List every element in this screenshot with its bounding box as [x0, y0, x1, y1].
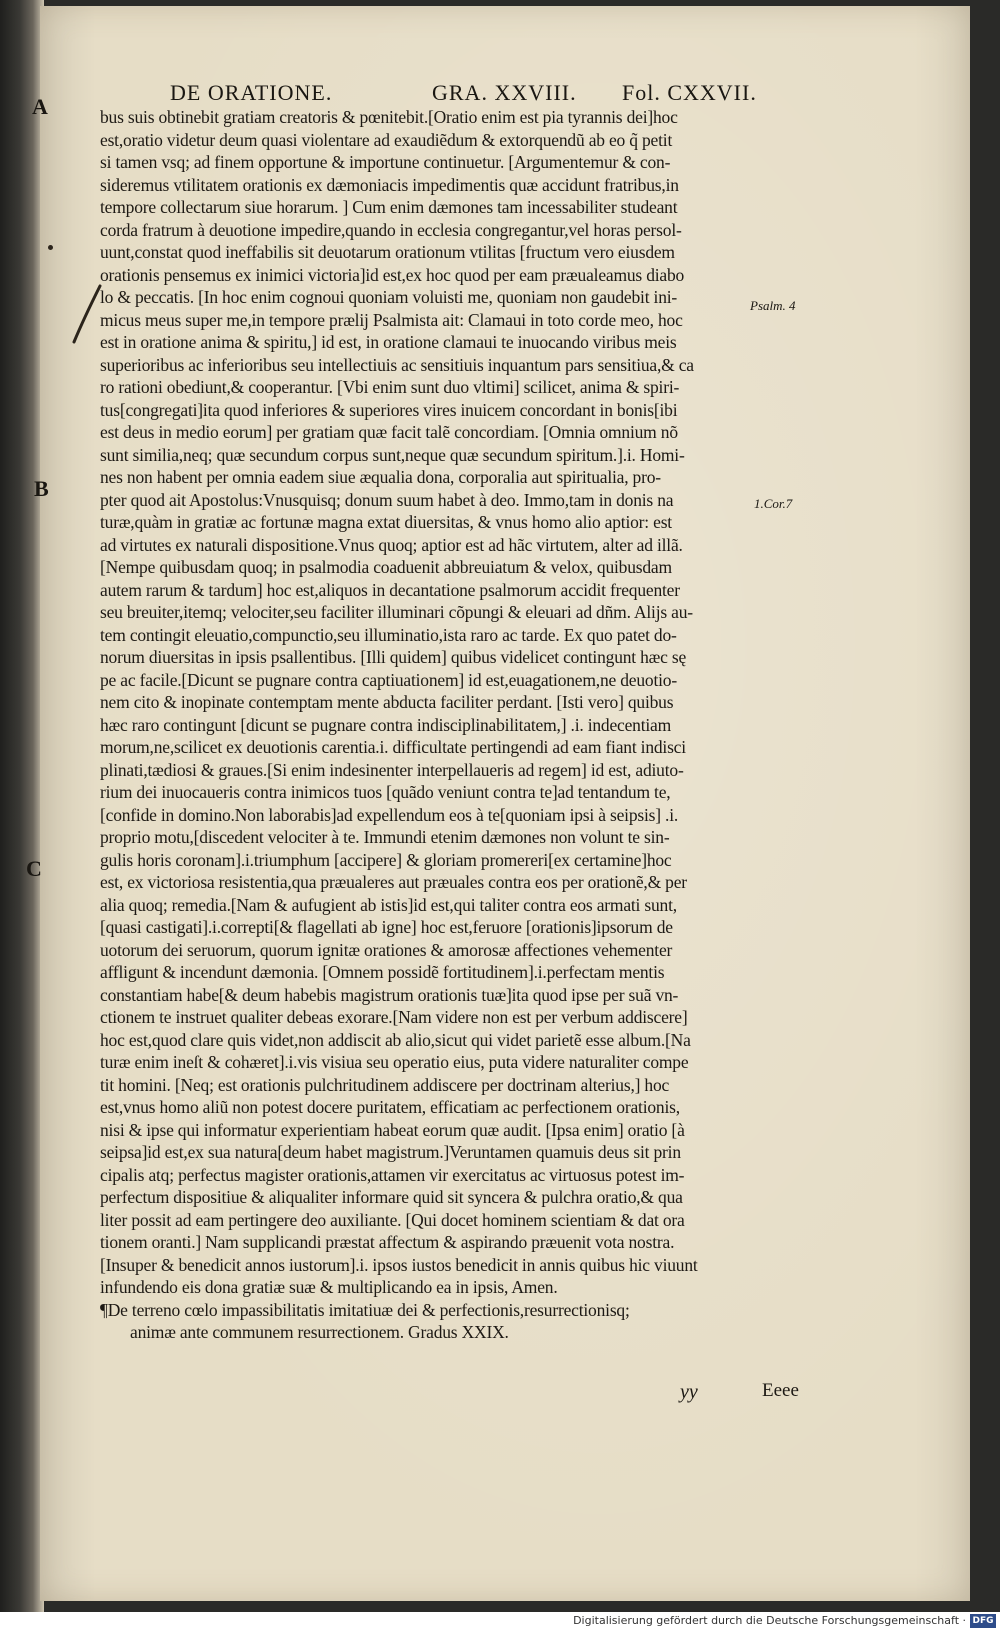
text-line: uunt,constat quod ineffabilis sit deuotarum orationum vtilitas [fructum vero eiusdem [100, 242, 675, 262]
text-line: micus meus super me,in tempore prælij Psalmista ait: Clamaui in toto corde meo, hoc [100, 309, 683, 330]
text-line: si tamen vsq; ad finem opportune & importune continuetur. [Argumentemur & con- [100, 152, 671, 172]
text-line: alia quoq; remedia.[Nam & aufugient ab istis]id est,qui taliter contra eos armati sunt, [100, 894, 677, 915]
quire-mark: yy [680, 1381, 698, 1403]
text-line: gulis horis coronam].i.triumphum [accipere] & gloriam promereri[ex certamine]hoc [100, 849, 672, 870]
text-line: nisi & ipse qui informatur experientiam habeat eorum quæ audit. [Ipsa enim] oratio [à [100, 1119, 685, 1140]
text-line: ¶De terreno cœlo impassibilitatis imitatiuæ dei & perfectionis,resurrectionisq; [100, 1299, 630, 1320]
book-binding-edge [0, 0, 44, 1612]
footer-credit: Digitalisierung gefördert durch die Deutsche Forschungsgemeinschaft · [573, 1614, 966, 1627]
section-letter-a: A [32, 94, 48, 119]
text-line: nem cito & inopinate contemptam mente abducta faciliter perdant. [Isti vero] quibus [100, 692, 674, 712]
text-line: constantiam habe[& deum habebis magistrum orationis tuæ]ita quod ipse per suã vn- [100, 984, 679, 1005]
text-line: [Insuper & benedicit annos iustorum].i. ipsos iustos benedicit in annis quibus hic viuunt [100, 1254, 698, 1275]
text-line: [confide in domino.Non laborabis]ad expellendum eos à te[quoniam ipsi à seipsis] .i. [100, 804, 679, 825]
margin-note-corinthians: 1.Cor.7 [754, 496, 793, 511]
chapter-heading-line: animæ ante communem resurrectionem. Gradus XXIX. [130, 1322, 509, 1342]
text-line: seu breuiter,itemq; velociter,seu faciliter illuminari cõpungi & eleuari ad dñm. Alijs au- [100, 602, 693, 622]
margin-note-psalm: Psalm. 4 [750, 298, 796, 313]
text-line: tus[congregati]ita quod inferiores & superiores vires inuicem concordant in bonis[ibi [100, 399, 678, 420]
text-line: liter possit ad eam pertingere deo auxiliante. [Qui docet hominem scientiam & dat ora [100, 1209, 685, 1230]
text-line: corda fratrum à deuotione impedire,quando in ecclesia congregantur,vel horas persol- [100, 219, 682, 240]
text-line: est,vnus homo aliũ non potest docere puritatem, efficatiam ac perfectionem orationis, [100, 1097, 680, 1117]
text-line: est,oratio videtur deum quasi violentare ad exaudiẽdum & extorquendũ ab eo q̃ petit [100, 129, 673, 150]
text-line: autem rarum & tardum] hoc est,aliquos in decantatione psalmorum accidit frequenter [100, 579, 680, 600]
text-line: affligunt & incendunt dæmonia. [Omnem possidẽ fortitudinem].i.perfectam mentis [100, 962, 665, 982]
text-line: infundendo eis dona gratiæ suæ & multiplicando ea in ipsis, Amen. [100, 1277, 558, 1297]
text-line: hoc est,quod clare quis videt,non addiscit ab alio,sicut qui videt parietẽ esse album.[Na [100, 1029, 691, 1050]
signature-mark: Eeee [762, 1380, 799, 1401]
text-line: pter quod ait Apostolus:Vnusquisq; donum suum habet à deo. Immo,tam in donis na [100, 489, 674, 510]
text-line: plinati,tædiosi & graues.[Si enim indesinenter interpellaueris ad regem] id est, adiuto- [100, 759, 684, 780]
dfg-logo: DFG [970, 1614, 996, 1628]
header-gradus: GRA. XXVIII. [432, 80, 577, 105]
text-line: ro rationi obediunt,& cooperantur. [Vbi enim sunt duo vltimi] scilicet, anima & spiri- [100, 377, 680, 397]
text-line: bus suis obtinebit gratiam creatoris & pœnitebit.[Oratio enim est pia tyrannis dei]hoc [100, 107, 678, 127]
text-line: proprio motu,[discedent velociter à te. Immundi etenim dæmones non volunt te sin- [100, 827, 670, 847]
running-header [170, 80, 790, 108]
text-line: lo & peccatis. [In hoc enim cognoui quoniam voluisti me, quoniam non gaudebit ini- [100, 287, 678, 307]
header-folio-number: Fol. CXXVII. [622, 80, 757, 105]
text-line: ctionem te instruet qualiter debeas exorare.[Nam videre non est per verbum addiscere] [100, 1007, 688, 1027]
ink-mark-dot [48, 245, 53, 250]
text-line: rium dei inuocaueris contra inimicos tuos [quãdo veniunt contra te]ad tentandum te, [100, 782, 671, 802]
text-line: tit homini. [Neq; est orationis pulchritudinem addiscere per doctrinam alterius,] hoc [100, 1074, 670, 1095]
text-line: pe ac facile.[Dicunt se pugnare contra captiuationem] id est,euagationem,ne deuotio- [100, 669, 677, 690]
text-line: perfectum dispositiue & aliqualiter informare quid sit syncera & pulchra oratio,& qua [100, 1187, 683, 1207]
text-line: superioribus ac inferioribus seu intellectiuis ac sensitiuis inquantum pars sensitiua,& ca [100, 354, 694, 375]
text-line: turæ,quàm in gratiæ ac fortunæ magna extat diuersitas, & vnus homo alio aptior: est [100, 512, 672, 532]
text-line: sunt similia,neq; quæ secundum corpus sunt,neque quæ secundum spiritum.].i. Homi- [100, 444, 685, 465]
text-line: cipalis atq; perfectus magister orationis,attamen vir exercitatus ac virtuosus potest im- [100, 1164, 685, 1185]
body-text [100, 106, 820, 1366]
chapter-heading-line [100, 1344, 820, 1367]
text-line: sideremus vtilitatem orationis ex dæmoniacis impedimentis quæ accidunt fratribus,in [100, 174, 679, 195]
text-line: orationis pensemus ex inimici victoria]id est,ex hoc quod per eam præualeamus diabo [100, 264, 685, 285]
text-line: tem contingit eleuatio,compunctio,seu illuminatio,ista raro ac tarde. Ex quo patet do- [100, 624, 677, 645]
text-line: hæc raro contingunt [dicunt se pugnare contra indisciplinabilitatem,] .i. indecentiam [100, 714, 672, 735]
text-line: nes non habent per omnia eadem siue æqualia dona, corporalia aut spiritualia, pro- [100, 467, 661, 487]
section-letter-c: C [26, 856, 42, 881]
text-line: tionem oranti.] Nam supplicandi præstat affectum & aspirando præuenit vota nostra. [100, 1232, 675, 1252]
header-section-title: DE ORATIONE. [170, 80, 333, 105]
text-line: uotorum dei seruorum, quorum ignitæ orationes & amorosæ affectiones vehementer [100, 939, 673, 960]
text-line: [Nempe quibusdam quoq; in psalmodia coaduenit abbreuiatum & velox, quibusdam [100, 557, 672, 577]
digitization-footer [0, 1612, 1000, 1632]
text-line: turæ enim ineſt & cohæret].i.vis visiua seu operatio eius, puta videre naturaliter compe [100, 1052, 689, 1072]
text-line: est in oratione anima & spiritu,] id est, in oratione clamaui te inuocando viribus meis [100, 332, 677, 352]
text-line: ad virtutes ex naturali dispositione.Vnus quoq; aptior est ad hãc virtutem, alter ad illã. [100, 534, 683, 555]
book-page [26, 6, 970, 1601]
text-line: seipsa]id est,ex sua natura[deum habet magistrum.]Veruntamen quamuis deus sit prin [100, 1142, 681, 1162]
text-line: est, ex victoriosa resistentia,qua præualeres aut præuales contra eos per orationẽ,& per [100, 872, 687, 892]
text-line: est deus in medio eorum] per gratiam quæ facit talẽ concordiam. [Omnia omnium nõ [100, 422, 678, 442]
section-letter-b: B [34, 476, 49, 501]
text-line: [quasi castigati].i.correpti[& flagellati ab igne] hoc est,feruore [orationis]ipsorum de [100, 917, 673, 937]
text-line: tempore collectarum siue horarum. ] Cum enim dæmones tam incessabiliter studeant [100, 197, 678, 217]
text-line: norum diuersitas in ipsis psallentibus. [Illi quidem] quibus videlicet contingunt hæc sę [100, 647, 687, 667]
text-line: morum,ne,scilicet ex deuotionis carentia.i. difficultate pertingendi ad eam fiant indisci [100, 737, 686, 757]
